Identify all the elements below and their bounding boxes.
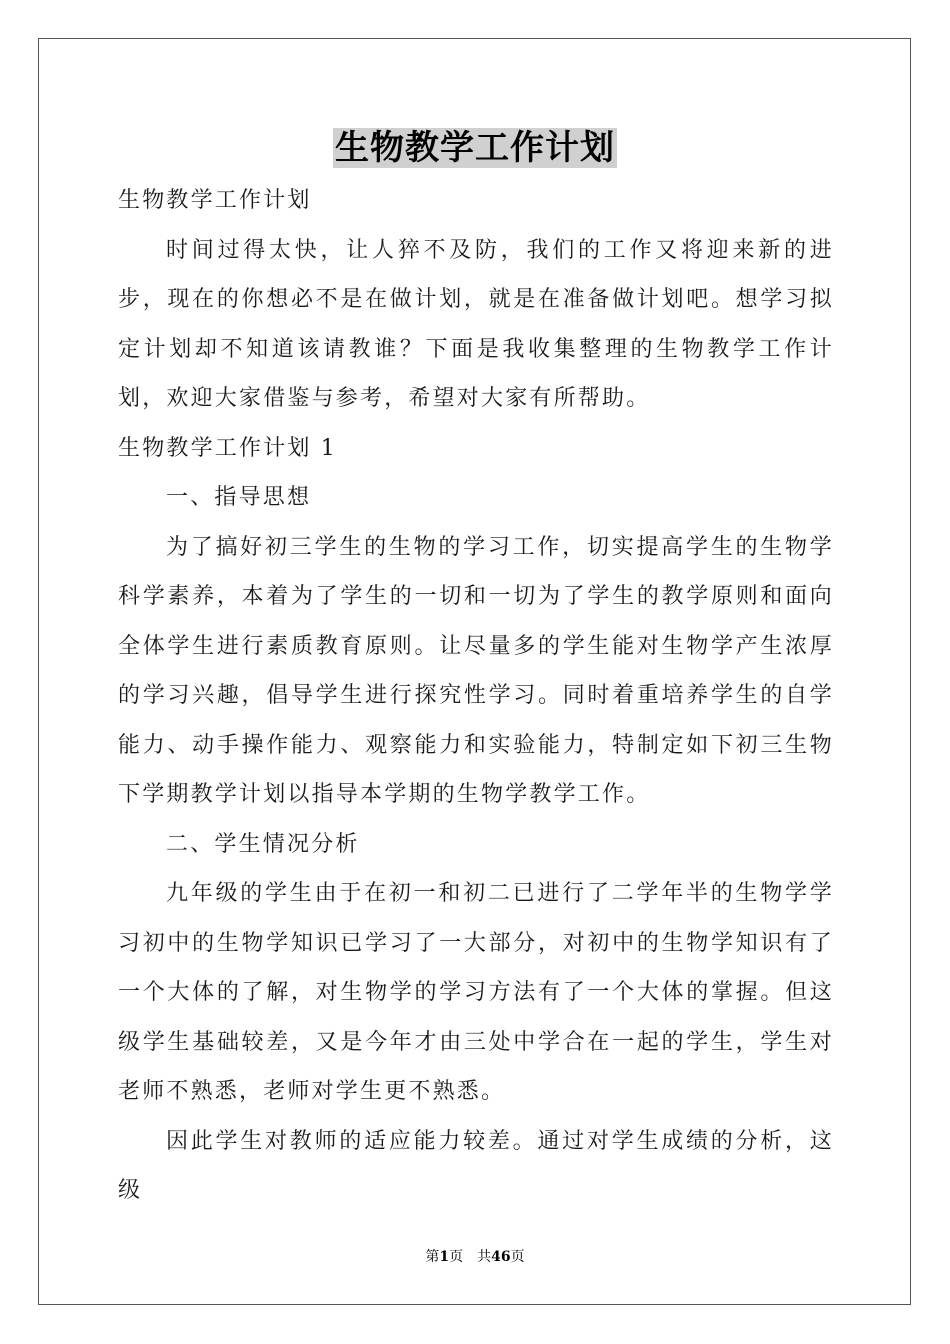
page-suffix: 页 — [449, 1249, 464, 1265]
page-number: 1 — [439, 1249, 450, 1265]
paragraph: 生物教学工作计划 — [118, 188, 312, 213]
document-title: 生物教学工作计划 — [335, 128, 615, 168]
paragraph: 一、指导思想 — [166, 485, 312, 510]
paragraph: 生物教学工作计划 1 — [118, 435, 337, 461]
page-footer — [0, 1246, 950, 1266]
total-prefix: 共 — [477, 1249, 492, 1265]
paragraph: 时间过得太快，让人猝不及防，我们的工作又将迎来新的进步，现在的你想必不是在做计划，就是在准备做计划吧。想学习拟定计划却不知道该请教谁？下面是我收集整理的生物教学工作计划，欢迎大家借鉴与参考，希望对大家有所帮助。 — [118, 237, 834, 411]
document-body — [118, 176, 834, 1216]
total-pages: 46 — [491, 1249, 511, 1265]
paragraph: 为了搞好初三学生的生物的学习工作，切实提高学生的生物学科学素养，本着为了学生的一切和一切为了学生的教学原则和面向全体学生进行素质教育原则。让尽量多的学生能对生物学产生浓厚的学习兴趣，倡导学生进行探究性学习。同时着重培养学生的自学能力、动手操作能力、观察能力和实验能力，特制定如下初三生物下学期教学计划以指导本学期的生物学教学工作。 — [118, 534, 834, 807]
total-suffix: 页 — [510, 1249, 525, 1265]
page-prefix: 第 — [425, 1249, 440, 1265]
title-container — [0, 128, 950, 168]
paragraph: 九年级的学生由于在初一和初二已进行了二学年半的生物学学习初中的生物学知识已学习了一大部分，对初中的生物学知识有了一个大体的了解，对生物学的学习方法有了一个大体的掌握。但这级学生基础较差，又是今年才由三处中学合在一起的学生，学生对老师不熟悉，老师对学生更不熟悉。 — [118, 881, 834, 1104]
paragraph: 因此学生对教师的适应能力较差。通过对学生成绩的分析，这级 — [118, 1128, 834, 1203]
paragraph: 二、学生情况分析 — [166, 831, 360, 857]
